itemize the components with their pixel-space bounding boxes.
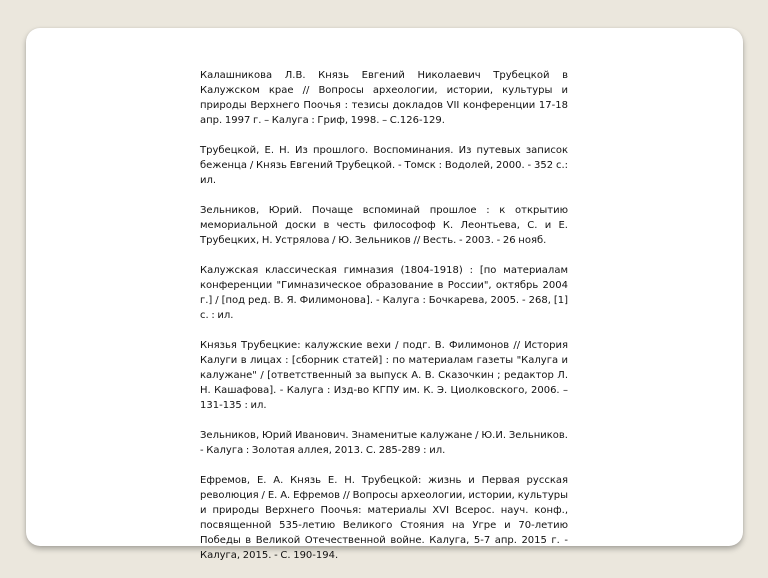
bibliography-entry: Калужская классическая гимназия (1804-1918) : [по материалам конференции "Гимназическое образование в России", октябрь 2004 г.] / [под ред. В. Я. Филимонова]. - Калуга : Бочкарева, 2005. - 268, [1] с. : ил. — [200, 265, 568, 321]
bibliography-list — [200, 68, 568, 578]
bibliography-entry: Калашникова Л.В. Князь Евгений Николаевич Трубецкой в Калужском крае // Вопросы археологии, истории, культуры и природы Верхнего Поочья : тезисы докладов VII конференции 17-18 апр. 1997 г. – Калуга : Гриф, 1998. – С.126-129. — [200, 70, 568, 126]
bibliography-entry: Зельников, Юрий. Почаще вспоминай прошлое : к открытию мемориальной доски в честь философоф К. Леонтьева, С. и Е. Трубецких, Н. Устрялова / Ю. Зельников // Весть. - 2003. - 26 нояб. — [200, 205, 568, 246]
bibliography-entry: Ефремов, Е. А. Князь Е. Н. Трубецкой: жизнь и Первая русская революция / Е. А. Ефремов // Вопросы археологии, истории, культуры и природы Верхнего Поочья: материалы XVI Всерос. науч. конф., посвященной 535-летию Великого Стояния на Угре и 70-летию Победы в Великой Отечественной войне. Калуга, 5-7 апр. 2015 г. - Калуга, 2015. - С. 190-194. — [200, 475, 568, 561]
bibliography-entry: Князья Трубецкие: калужские вехи / подг. В. Филимонов // История Калуги в лицах : [сборник статей] : по материалам газеты "Калуга и калужане" / [ответственный за выпуск А. В. Сказочкин ; редактор Л. Н. Кашафова]. - Калуга : Изд-во КГПУ им. К. Э. Циолковского, 2006. – 131-135 : ил. — [200, 340, 568, 411]
slide-card — [26, 28, 743, 561]
bibliography-entry: Трубецкой, Е. Н. Из прошлого. Воспоминания. Из путевых записок беженца / Князь Евгений Трубецкой. - Томск : Водолей, 2000. - 352 с.: ил. — [200, 145, 568, 186]
bibliography-entry: Зельников, Юрий Иванович. Знаменитые калужане / Ю.И. Зельников. - Калуга : Золотая аллея, 2013. С. 285-289 : ил. — [200, 430, 568, 456]
